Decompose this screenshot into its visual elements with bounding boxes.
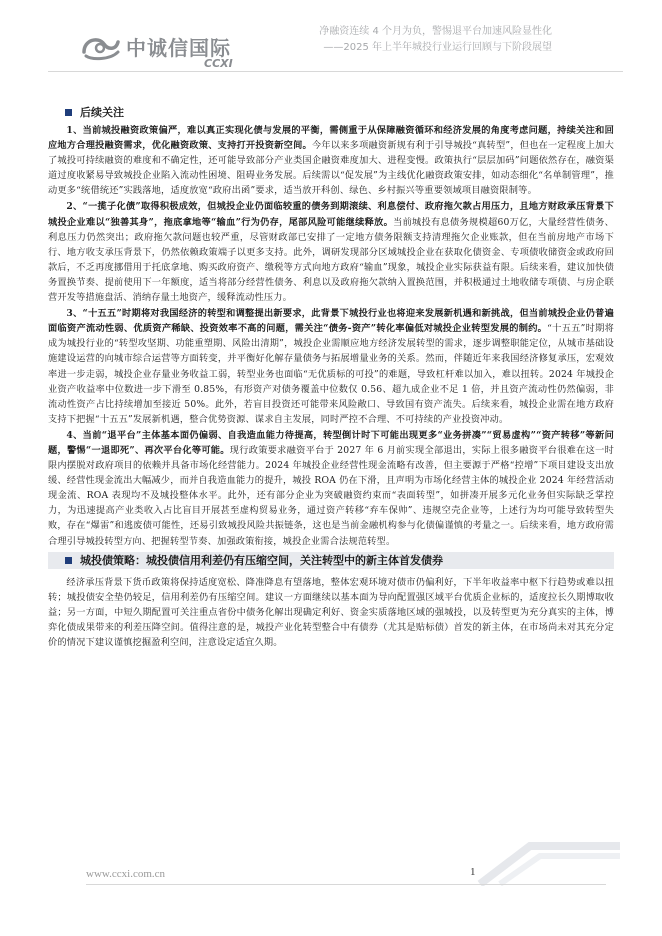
paragraph-body: 今年以来多项融资新规有利于引导城投“真转型”，但也在一定程度上加大了城投可持续融资的难度和不确定性，还可能导致部分产业类国企融资难度加大、进程变慢。政策执行“层层加码”问题依然存在，融资渠道过度收紧易导致城投企业陷入流动性困境、阻碍业务发展。后续需以“促发展”为主线优化融资政策安排，如动态细化“名单制管理”，推动更多“统借统还”实践落地，适度放宽“政府出函”要求，适当放开科创、绿色、乡村振兴等重要领域项目融资限制等。	[48, 140, 614, 197]
paragraph-lead: 1、当前城投融资政策偏严，难以真正实现化债与发展的平衡，需侧重于从保障融资循环和经济发展的角度考虑问题，持续关注和回应地方合理投融资需求，优化融资政策、支持打开投资新空间。	[48, 125, 614, 152]
main-content	[48, 105, 614, 651]
paragraph-body: “十五五”时期将成为城投行业的“转型攻坚期、功能重塑期、风险出清期”，城投企业需顺应地方经济发展转型的需求，逐步调整职能定位，从城市基础设施建设运营的向城市综合运营等方面转变，并平衡好化解存量债务与拓展增量业务的关系。然而，伴随近年来我国经济修复承压，宏观效率进一步走弱，城投企业存量业务收益工弱，转型业务也面临“无优质标的可投”的难题，导致杠杆难以加入，难以扭转。2024 年城投企业资产收益率中位数进一步下滑至 0.85%，有形资产对债务覆盖中位数仅 0.56、超九成企业不足 1 倍，并且资产流动性仍然偏弱，非流动性资产占比持续增加至接近 50%。此外，若盲目投资还可能带来风险敞口、导致国有资产流失。后续来看，城投企业需在地方政府支持下把握“十五五”发展新机遇，整合优势资源、谋求自主发展，同时严控不合理、不可持续的产业投资冲动。	[48, 323, 614, 425]
logo-english-name: CCXI	[204, 57, 233, 70]
square-bullet-icon	[65, 557, 72, 564]
paragraph	[48, 306, 614, 427]
footer-decoration-icon	[470, 826, 620, 886]
report-subtitle: ——2025 年上半年城投行业运行回顾与下阶段展望	[323, 42, 552, 53]
paragraph	[48, 123, 614, 198]
header-divider	[48, 71, 623, 72]
ccxi-logo-mark-icon	[80, 30, 124, 62]
footer-divider	[86, 884, 606, 885]
strategy-paragraph: 经济承压背景下货币政策将保持适度宽松、降准降息有望落地，整体宏观环境对债市仍偏利好，下半年收益率中枢下行趋势或难以扭转；城投债安全垫仍较足，信用利差仍有压缩空间。建议一方面继续以基本面为导向配置强区域平台优质企业标的，适度拉长久期博取收益；另一方面，中短久期配置可关注重点省份中债务化解出现确定利好、资金实质落地区域的强城投，以及转型更为充分真实的主体，博弈化债成果带来的利差压降空间。值得注意的是，城投产业化转型整合中有债券（尤其是贴标债）首发的新主体，在市场尚未对其充分定价的情况下建议谨慎挖掘盈利空间，注意设定适宜久期。	[48, 576, 614, 648]
strategy-heading-text: 城投债策略：城投债信用利差仍有压缩空间，关注转型中的新主体首发债券	[80, 554, 443, 568]
logo-chinese-name: 中诚信国际	[126, 36, 231, 60]
page-number: 1	[470, 866, 476, 878]
section-heading	[65, 105, 614, 119]
paragraph-body: 现行政策要求融资平台于 2027 年 6 月前实现全部退出，实际上很多融资平台很难在这一时限内摆脱对政府项目的依赖并具备市场化经营能力。2024 年城投企业经营性现金流略有改善，但主要源于严格“控增”下项目建设支出放缓、经营性现金流出大幅减少，而并自我造血能力的提升，城投 ROA 仍在下滑，且声明为市场化经营主体的城投企业 2024 年经营活动现金流、ROA 表现均不及城投整体水平。此外，还有部分企业为突破融资约束而“表面转型”，如拼凑开展多元化业务但实际缺乏掌控力，为迅速提高产业类收入占比盲目开展甚至虚构贸易业务，通过资产转移“弃车保帅”、违规空壳企业等，上述行为均可能导致转型失败，存在“爆雷”和逃废债可能性，还易引致城投风险共振链条，这也是当前金融机构参与化债偏谨慎的考量之一。后续来看，地方政府需合理引导城投转型方向、把握转型节奏、加强政策衔接，城投企业需合法规范转型。	[48, 444, 614, 547]
strategy-heading	[48, 552, 614, 569]
report-title: 净融资连续 4 个月为负，警惕退平台加速风险显性化	[319, 26, 552, 37]
ccxi-logo	[80, 30, 260, 74]
square-bullet-icon	[65, 109, 72, 116]
footer-website-link[interactable]: www.ccxi.com.cn	[86, 868, 166, 880]
section-heading-text: 后续关注	[80, 106, 124, 119]
paragraph	[48, 199, 614, 305]
paragraph-lead: 3、“十五五”时期将对我国经济的转型和调整提出新要求，此背景下城投行业也将迎来发展新机遇和新挑战，但当前城投企业仍普遍面临资产流动性弱、优质资产稀缺、投资效率不高的问题，需关注“债务-资产”转化率偏低对城投企业转型发展的制约。	[48, 308, 614, 335]
paragraph-lead: 2、“一揽子化债”取得积极成效，但城投企业仍面临较重的债务到期滚续、利息偿付、政府拖欠款占用压力，且地方财政承压背景下城投企业难以“独善其身”，拖底拿地等“输血”行为仍存，尾部风险可能继续释放。	[48, 201, 614, 228]
page-header	[0, 0, 662, 80]
paragraph-lead: 4、当前“退平台”主体基本面仍偏弱、自我造血能力待提高，转型倒计时下可能出现更多“业务拼凑”“贸易虚构”“资产转移”等新问题，警惕“一退即死”、再次平台化等可能。	[48, 429, 614, 456]
paragraph-body: 当前城投有息债务规模超60万亿，大量经营性债务、利息压力仍然突出；政府拖欠款问题也较严重，尽管财政部已安排了一定地方债务限额支持清理拖欠企业账款，但在当前房地产市场下行、地方收支承压背景下，仍然依赖政策端子以更多支持。此外，调研发现部分区域城投企业在获取化债资金、专项债收储资金或政府回款后，不乏再度挪借用于托底拿地、购买政府资产、缴税等方式向地方政府“输血”现象，城投企业实际获益有限。后续来看，建议加快债务置换节奏、提前使用下一年额度，适当将部分经营性债务、利息以及政府拖欠款纳入置换范围，并积极通过土地收储专项债、与房企联营开发等措施盘活、消纳存量土地资产，缓释流动性压力。	[48, 216, 614, 304]
paragraph	[48, 428, 614, 549]
